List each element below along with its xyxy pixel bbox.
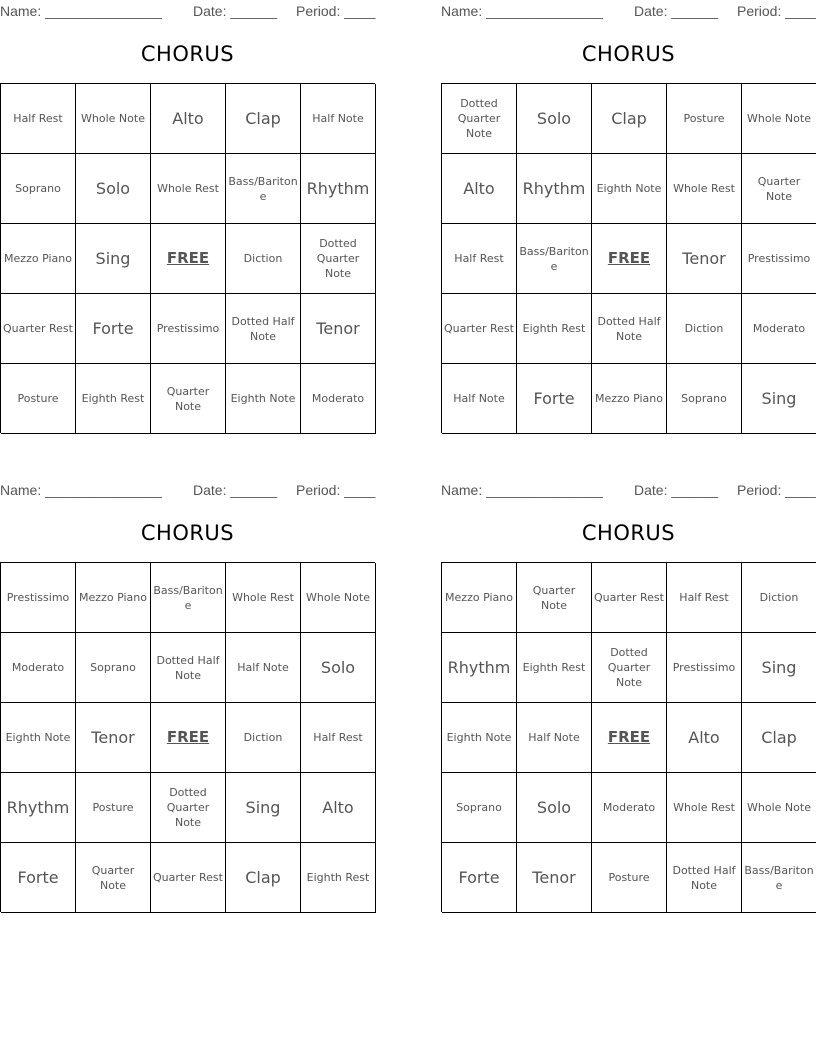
bingo-cell: Soprano <box>1 154 76 224</box>
bingo-cell: Whole Note <box>742 84 816 154</box>
bingo-cell: Eighth Rest <box>76 364 151 434</box>
bingo-cell: Diction <box>226 703 301 773</box>
bingo-card-3 <box>0 479 375 912</box>
bingo-cell: Dotted Half Note <box>667 843 742 913</box>
bingo-cell: Diction <box>226 224 301 294</box>
period-field: Period: ____ <box>296 482 376 498</box>
bingo-cell: Whole Rest <box>667 154 742 224</box>
bingo-card-4 <box>441 479 816 912</box>
bingo-cell: Bass/Baritone <box>226 154 301 224</box>
bingo-cell: Eighth Rest <box>517 633 592 703</box>
bingo-cell: Sing <box>742 633 816 703</box>
bingo-cell: Dotted Quarter Note <box>151 773 226 843</box>
bingo-cell: Quarter Note <box>151 364 226 434</box>
free-space-cell: FREE <box>151 224 226 294</box>
bingo-cell: Whole Note <box>76 84 151 154</box>
period-field: Period: ____ <box>737 482 816 498</box>
bingo-cell: Half Rest <box>301 703 376 773</box>
card-title: CHORUS <box>581 42 676 66</box>
bingo-cell: Eighth Note <box>1 703 76 773</box>
bingo-cell: Clap <box>226 843 301 913</box>
date-field: Date: ______ <box>634 482 719 498</box>
bingo-cell: Half Note <box>301 84 376 154</box>
bingo-cell: Sing <box>76 224 151 294</box>
bingo-grid <box>0 562 375 912</box>
bingo-cell: Forte <box>1 843 76 913</box>
date-field: Date: ______ <box>193 3 278 19</box>
card-header <box>441 0 816 20</box>
bingo-cell: Diction <box>742 563 816 633</box>
bingo-cell: Eighth Note <box>226 364 301 434</box>
period-field: Period: ____ <box>296 3 376 19</box>
bingo-cell: Posture <box>667 84 742 154</box>
bingo-cell: Dotted Half Note <box>151 633 226 703</box>
bingo-cell: Eighth Rest <box>517 294 592 364</box>
bingo-card-1 <box>0 0 375 433</box>
bingo-cell: Mezzo Piano <box>442 563 517 633</box>
bingo-cell: Solo <box>517 84 592 154</box>
bingo-cell: Whole Note <box>742 773 816 843</box>
bingo-cell: Soprano <box>76 633 151 703</box>
bingo-cell: Dotted Quarter Note <box>592 633 667 703</box>
bingo-cell: Tenor <box>667 224 742 294</box>
bingo-cell: Half Rest <box>667 563 742 633</box>
bingo-cell: Eighth Rest <box>301 843 376 913</box>
bingo-cell: Clap <box>226 84 301 154</box>
bingo-cell: Bass/Baritone <box>742 843 816 913</box>
bingo-cell: Moderato <box>742 294 816 364</box>
name-field: Name: _______________ <box>441 3 603 19</box>
free-space-cell: FREE <box>592 703 667 773</box>
bingo-cell: Quarter Note <box>76 843 151 913</box>
bingo-cell: Eighth Note <box>442 703 517 773</box>
card-title: CHORUS <box>581 521 676 545</box>
bingo-cell: Whole Note <box>301 563 376 633</box>
bingo-cell: Prestissimo <box>667 633 742 703</box>
bingo-cell: Tenor <box>76 703 151 773</box>
card-header <box>441 479 816 499</box>
name-field: Name: _______________ <box>0 482 162 498</box>
card-header <box>0 479 375 499</box>
bingo-cell: Mezzo Piano <box>1 224 76 294</box>
bingo-cell: Eighth Note <box>592 154 667 224</box>
bingo-cell: Solo <box>76 154 151 224</box>
bingo-cell: Whole Rest <box>151 154 226 224</box>
bingo-cell: Forte <box>517 364 592 434</box>
free-space-cell: FREE <box>151 703 226 773</box>
bingo-cell: Dotted Half Note <box>226 294 301 364</box>
bingo-cell: Rhythm <box>301 154 376 224</box>
bingo-grid <box>441 83 816 433</box>
bingo-cell: Quarter Note <box>517 563 592 633</box>
bingo-cell: Whole Rest <box>226 563 301 633</box>
bingo-cell: Bass/Baritone <box>151 563 226 633</box>
free-space-cell: FREE <box>592 224 667 294</box>
bingo-cell: Half Note <box>226 633 301 703</box>
bingo-cell: Dotted Half Note <box>592 294 667 364</box>
bingo-cell: Diction <box>667 294 742 364</box>
bingo-cell: Quarter Rest <box>442 294 517 364</box>
bingo-cell: Clap <box>742 703 816 773</box>
name-field: Name: _______________ <box>441 482 603 498</box>
bingo-cell: Sing <box>226 773 301 843</box>
bingo-cell: Soprano <box>442 773 517 843</box>
bingo-cell: Sing <box>742 364 816 434</box>
bingo-cell: Posture <box>1 364 76 434</box>
bingo-cell: Moderato <box>592 773 667 843</box>
bingo-grid <box>0 83 375 433</box>
bingo-cell: Quarter Rest <box>151 843 226 913</box>
bingo-cell: Half Rest <box>1 84 76 154</box>
bingo-cell: Clap <box>592 84 667 154</box>
bingo-cell: Quarter Rest <box>592 563 667 633</box>
bingo-cell: Quarter Note <box>742 154 816 224</box>
bingo-cell: Prestissimo <box>151 294 226 364</box>
bingo-cell: Tenor <box>517 843 592 913</box>
bingo-cell: Bass/Baritone <box>517 224 592 294</box>
bingo-cell: Half Rest <box>442 224 517 294</box>
bingo-cell: Alto <box>442 154 517 224</box>
card-header <box>0 0 375 20</box>
card-title: CHORUS <box>140 42 235 66</box>
bingo-grid <box>441 562 816 912</box>
bingo-cell: Dotted Quarter Note <box>442 84 517 154</box>
bingo-cell: Prestissimo <box>742 224 816 294</box>
bingo-cell: Mezzo Piano <box>592 364 667 434</box>
bingo-cell: Posture <box>76 773 151 843</box>
bingo-cell: Soprano <box>667 364 742 434</box>
bingo-cell: Whole Rest <box>667 773 742 843</box>
bingo-cell: Solo <box>517 773 592 843</box>
name-field: Name: _______________ <box>0 3 162 19</box>
bingo-cell: Moderato <box>1 633 76 703</box>
bingo-cell: Half Note <box>442 364 517 434</box>
bingo-cell: Half Note <box>517 703 592 773</box>
date-field: Date: ______ <box>193 482 278 498</box>
date-field: Date: ______ <box>634 3 719 19</box>
bingo-cell: Prestissimo <box>1 563 76 633</box>
bingo-cell: Alto <box>667 703 742 773</box>
bingo-cell: Tenor <box>301 294 376 364</box>
period-field: Period: ____ <box>737 3 816 19</box>
bingo-card-2 <box>441 0 816 433</box>
bingo-cell: Alto <box>301 773 376 843</box>
bingo-cell: Moderato <box>301 364 376 434</box>
bingo-cell: Rhythm <box>517 154 592 224</box>
bingo-cell: Rhythm <box>1 773 76 843</box>
bingo-cell: Alto <box>151 84 226 154</box>
bingo-cell: Quarter Rest <box>1 294 76 364</box>
bingo-cell: Forte <box>442 843 517 913</box>
bingo-cell: Mezzo Piano <box>76 563 151 633</box>
card-title: CHORUS <box>140 521 235 545</box>
bingo-cell: Posture <box>592 843 667 913</box>
bingo-cell: Forte <box>76 294 151 364</box>
bingo-cell: Solo <box>301 633 376 703</box>
bingo-cell: Dotted Quarter Note <box>301 224 376 294</box>
bingo-cell: Rhythm <box>442 633 517 703</box>
